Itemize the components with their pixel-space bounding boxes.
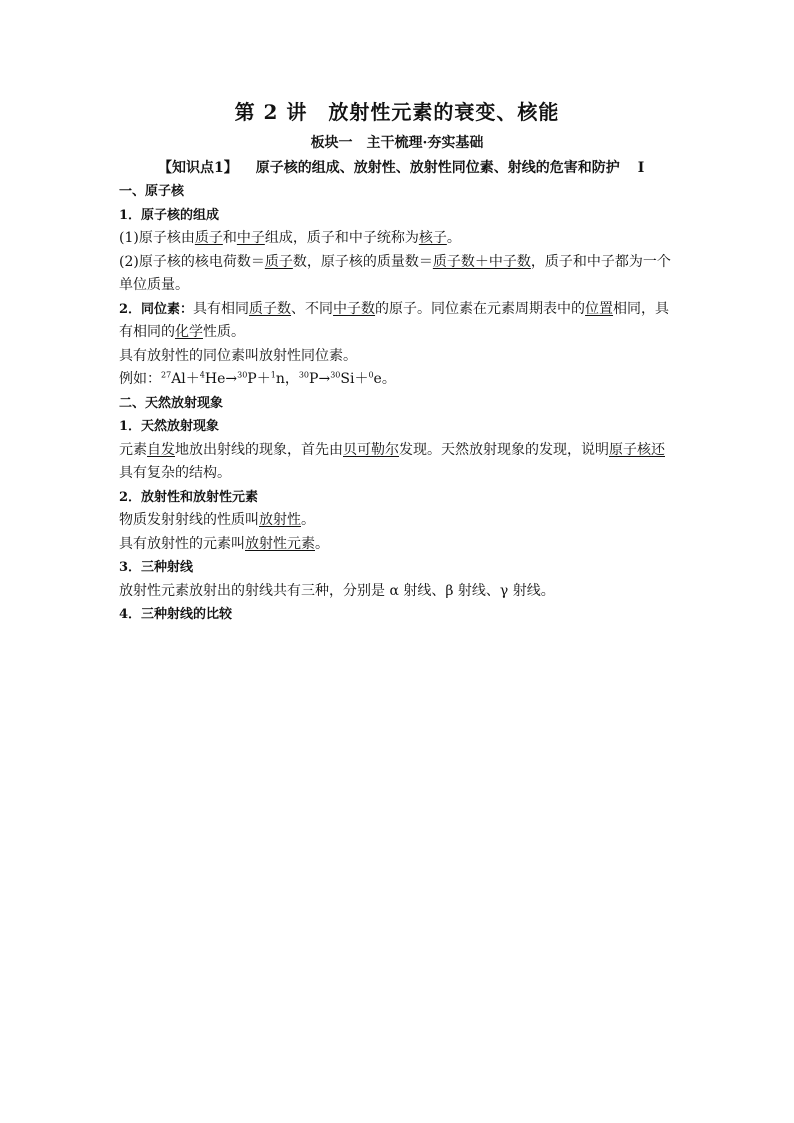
knowledge-point-label: 【知识点1】 [158,160,238,176]
paragraph [119,251,679,275]
text-run: 地放出射线的现象，首先由 [175,441,343,458]
equation-term: e。 [373,371,396,387]
text-run: 元素 [119,441,147,458]
fill-in-answer: 质子 [194,230,223,246]
fill-in-answer: 质子数 [249,300,292,317]
mass-number: 27 [161,370,172,380]
text-run: 相同，具 [613,300,670,317]
text-run: 具有相同 [193,300,250,317]
mass-number: 30 [330,370,341,380]
mass-number: 30 [298,370,310,380]
section-subtitle: 板块一 主干梳理·夯实基础 [310,135,484,151]
nuclear-equation-example [119,368,679,392]
equation-term: He→ [204,371,238,387]
fill-in-answer: 贝可勒尔 [343,441,399,458]
equation-term: P＋ [247,371,271,387]
fill-in-answer: 放射性 [259,512,301,528]
fill-in-answer: 质子数＋中子数 [432,253,531,270]
text-run: 和 [222,230,237,246]
fill-in-answer: 位置 [585,300,614,317]
paragraph: 放射性元素放射出的射线共有三种，分别是 α 射线、β 射线、γ 射线。 [119,582,555,599]
subsection-heading: 1．原子核的组成 [119,207,220,223]
page-title: 第 2 讲 放射性元素的衰变、核能 [234,100,560,124]
knowledge-point-level: Ⅰ [637,160,645,176]
example-label: 例如： [119,371,161,387]
text-run: ，质子和中子都为一个 [530,253,671,270]
mass-number: 30 [237,370,248,380]
paragraph [119,509,679,533]
text-run: 有相同的 [119,324,175,340]
knowledge-point-heading [158,157,718,177]
fill-in-answer: 中子数 [333,300,376,317]
paragraph-continuation: 具有复杂的结构。 [119,465,231,481]
knowledge-point-text: 原子核的组成、放射性、放射性同位素、射线的危害和防护 [255,160,620,176]
equation-term: P→ [309,371,331,387]
text-run: (1)原子核由 [119,230,195,246]
section-heading: 二、天然放射现象 [119,395,224,411]
fill-in-answer: 化学 [175,324,203,340]
fill-in-answer: 自发 [147,441,175,458]
fill-in-answer: 原子核 [609,441,651,458]
subsection-heading: 1．天然放射现象 [119,419,220,434]
fill-in-answer: 核子 [418,230,447,246]
subsection-heading: 2．放射性和放射性元素 [119,489,259,505]
text-run: 组成，质子和中子统称为 [264,230,419,246]
mass-number: 1 [270,370,276,380]
fill-in-answer: 质子 [264,253,293,270]
text-run: 发现。天然放射现象的发现，说明 [399,441,609,458]
text-run: 。 [301,512,315,528]
section-heading: 一、原子核 [119,184,185,199]
text-run: 。 [315,535,329,552]
text-run: 。 [446,230,461,246]
subsection-heading: 3．三种射线 [119,560,194,575]
equation-term: n， [275,371,299,387]
text-run: 物质发射射线的性质叫 [119,512,259,528]
document-body [119,180,679,627]
fill-in-answer: 中子 [236,230,265,246]
equation-term: Al＋ [171,371,200,387]
paragraph [119,298,679,322]
equation-term: Si＋ [340,371,369,387]
paragraph [119,227,679,251]
text-run: 具有放射性的元素叫 [119,535,245,552]
paragraph: 具有放射性的同位素叫放射性同位素。 [119,347,357,364]
text-run: (2)原子核的核电荷数＝ [119,253,265,270]
text-run: 的原子。同位素在元素周期表中的 [375,300,586,317]
text-run: 数，原子核的质量数＝ [292,253,433,270]
subsection-heading: 4．三种射线的比较 [119,607,233,622]
subsection-heading: 2．同位素： [119,301,194,317]
fill-in-answer: 还 [651,441,665,458]
mass-number: 4 [199,370,205,380]
paragraph [119,533,679,557]
fill-in-answer: 放射性元素 [245,535,315,552]
paragraph-continuation: 单位质量。 [119,277,189,293]
text-run: 、不同 [291,300,334,317]
mass-number: 0 [368,370,374,380]
paragraph-continuation [119,321,679,345]
paragraph [119,439,679,463]
text-run: 性质。 [203,324,245,340]
